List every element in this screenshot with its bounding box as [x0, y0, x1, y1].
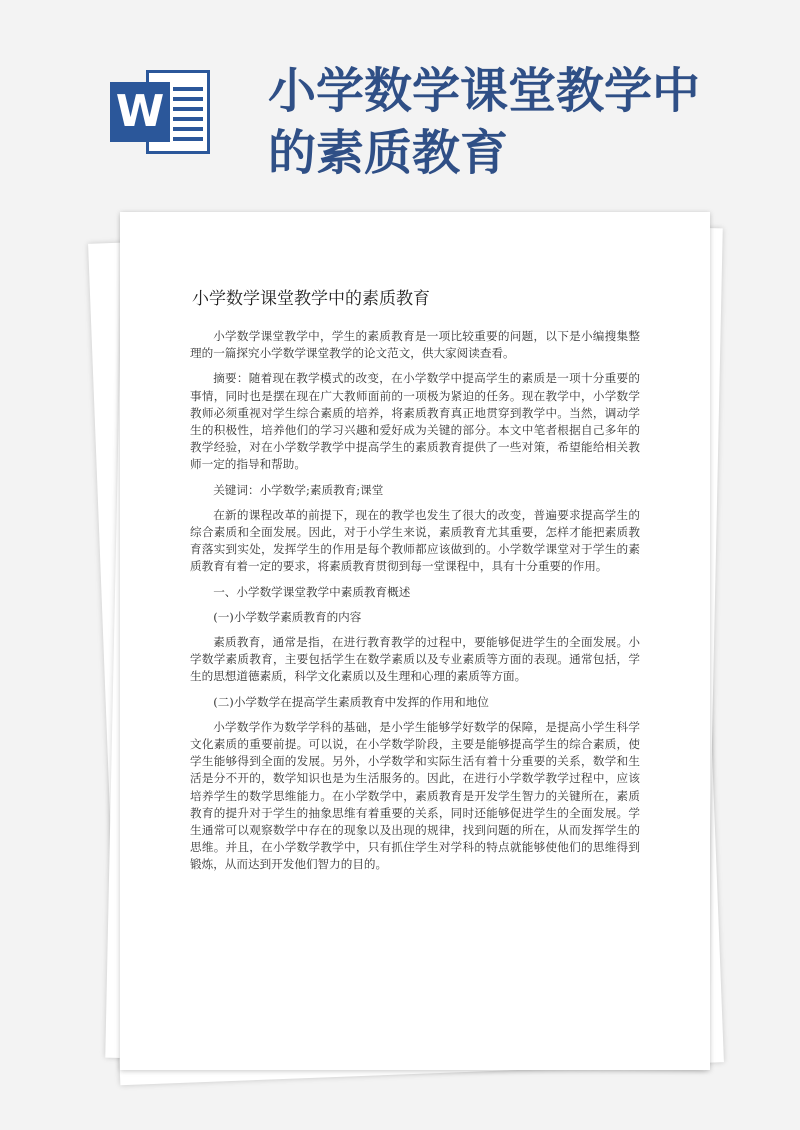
subsection-heading: (一)小学数学素质教育的内容 [213, 609, 362, 624]
word-document-icon [110, 62, 214, 162]
body-paragraph: 小学数学作为数学学科的基础，是小学生能够学好数学的保障，是提高小学生科学文化素质的重要前提。可以说，在小学数学阶段，主要是能够提高学生的综合素质，使学生能够得到全面的发展。另外，小学数学和实际生活有着十分重要的关系，数学和生活是分不开的，数学知识也是为生活服务的。因此，在进行小学数学教学过程中，应该培养学生的数学思维能力。在小学数学中，素质教育是开发学生智力的关键所在，素质教育的提升对于学生的抽象思维有着重要的关系，同时还能够促进学生的全面发展。学生通常可以观察数学中存在的现象以及出现的规律，找到问题的所在，从而发挥学生的思维。并且，在小学数学教学中，只有抓住学生对学科的特点就能够使他们的思维得到锻炼，从而达到开发他们智力的目的。 [190, 719, 640, 872]
doc-line [173, 127, 203, 131]
doc-line [173, 137, 203, 141]
keywords-paragraph: 关键词：小学数学;素质教育;课堂 [213, 482, 384, 497]
banner-title: 小学数学课堂教学中的素质教育 [268, 63, 701, 181]
doc-line [173, 87, 203, 91]
subsection-heading: (二)小学数学在提高学生素质教育中发挥的作用和地位 [213, 694, 489, 709]
body-paragraph: 在新的课程改革的前提下，现在的教学也发生了很大的改变，普遍要求提高学生的综合素质和全面发展。因此，对于小学生来说，素质教育尤其重要，怎样才能把素质教育落实到实处，发挥学生的作用是每个教师都应该做到的。小学数学课堂对于学生的素质教育有着一定的要求，将素质教育贯彻到每一堂课程中，具有十分重要的作用。 [190, 507, 640, 574]
doc-line [173, 107, 203, 111]
body-paragraph: 素质教育，通常是指，在进行教育教学的过程中，要能够促进学生的全面发展。小学数学素质教育，主要包括学生在数学素质以及专业素质等方面的表现。通常包括，学生的思想道德素质，科学文化素质以及生理和心理的素质等方面。 [190, 635, 640, 684]
doc-line [173, 117, 203, 121]
document-title: 小学数学课堂教学中的素质教育 [192, 289, 430, 309]
word-logo-letter: W [110, 82, 170, 142]
banner [0, 0, 800, 200]
document-body [190, 328, 640, 882]
doc-line [173, 97, 203, 101]
section-heading: 一、小学数学课堂教学中素质教育概述 [213, 584, 411, 599]
document-page [120, 212, 710, 1070]
intro-paragraph: 小学数学课堂教学中，学生的素质教育是一项比较重要的问题，以下是小编搜集整理的一篇探究小学数学课堂教学的论文范文，供大家阅读查看。 [190, 329, 640, 361]
abstract-paragraph: 摘要：随着现在教学模式的改变，在小学数学中提高学生的素质是一项十分重要的事情，同时也是摆在现在广大教师面前的一项极为紧迫的任务。现在教学中，小学数学教师必须重视对学生综合素质的培养，将素质教育真正地贯穿到教学中。当然，调动学生的积极性，培养他们的学习兴趣和爱好成为关键的部分。本文中笔者根据自己多年的教学经验，对在小学数学教学中提高学生的素质教育提供了一些对策，希望能给相关教师一定的指导和帮助。 [190, 371, 640, 472]
